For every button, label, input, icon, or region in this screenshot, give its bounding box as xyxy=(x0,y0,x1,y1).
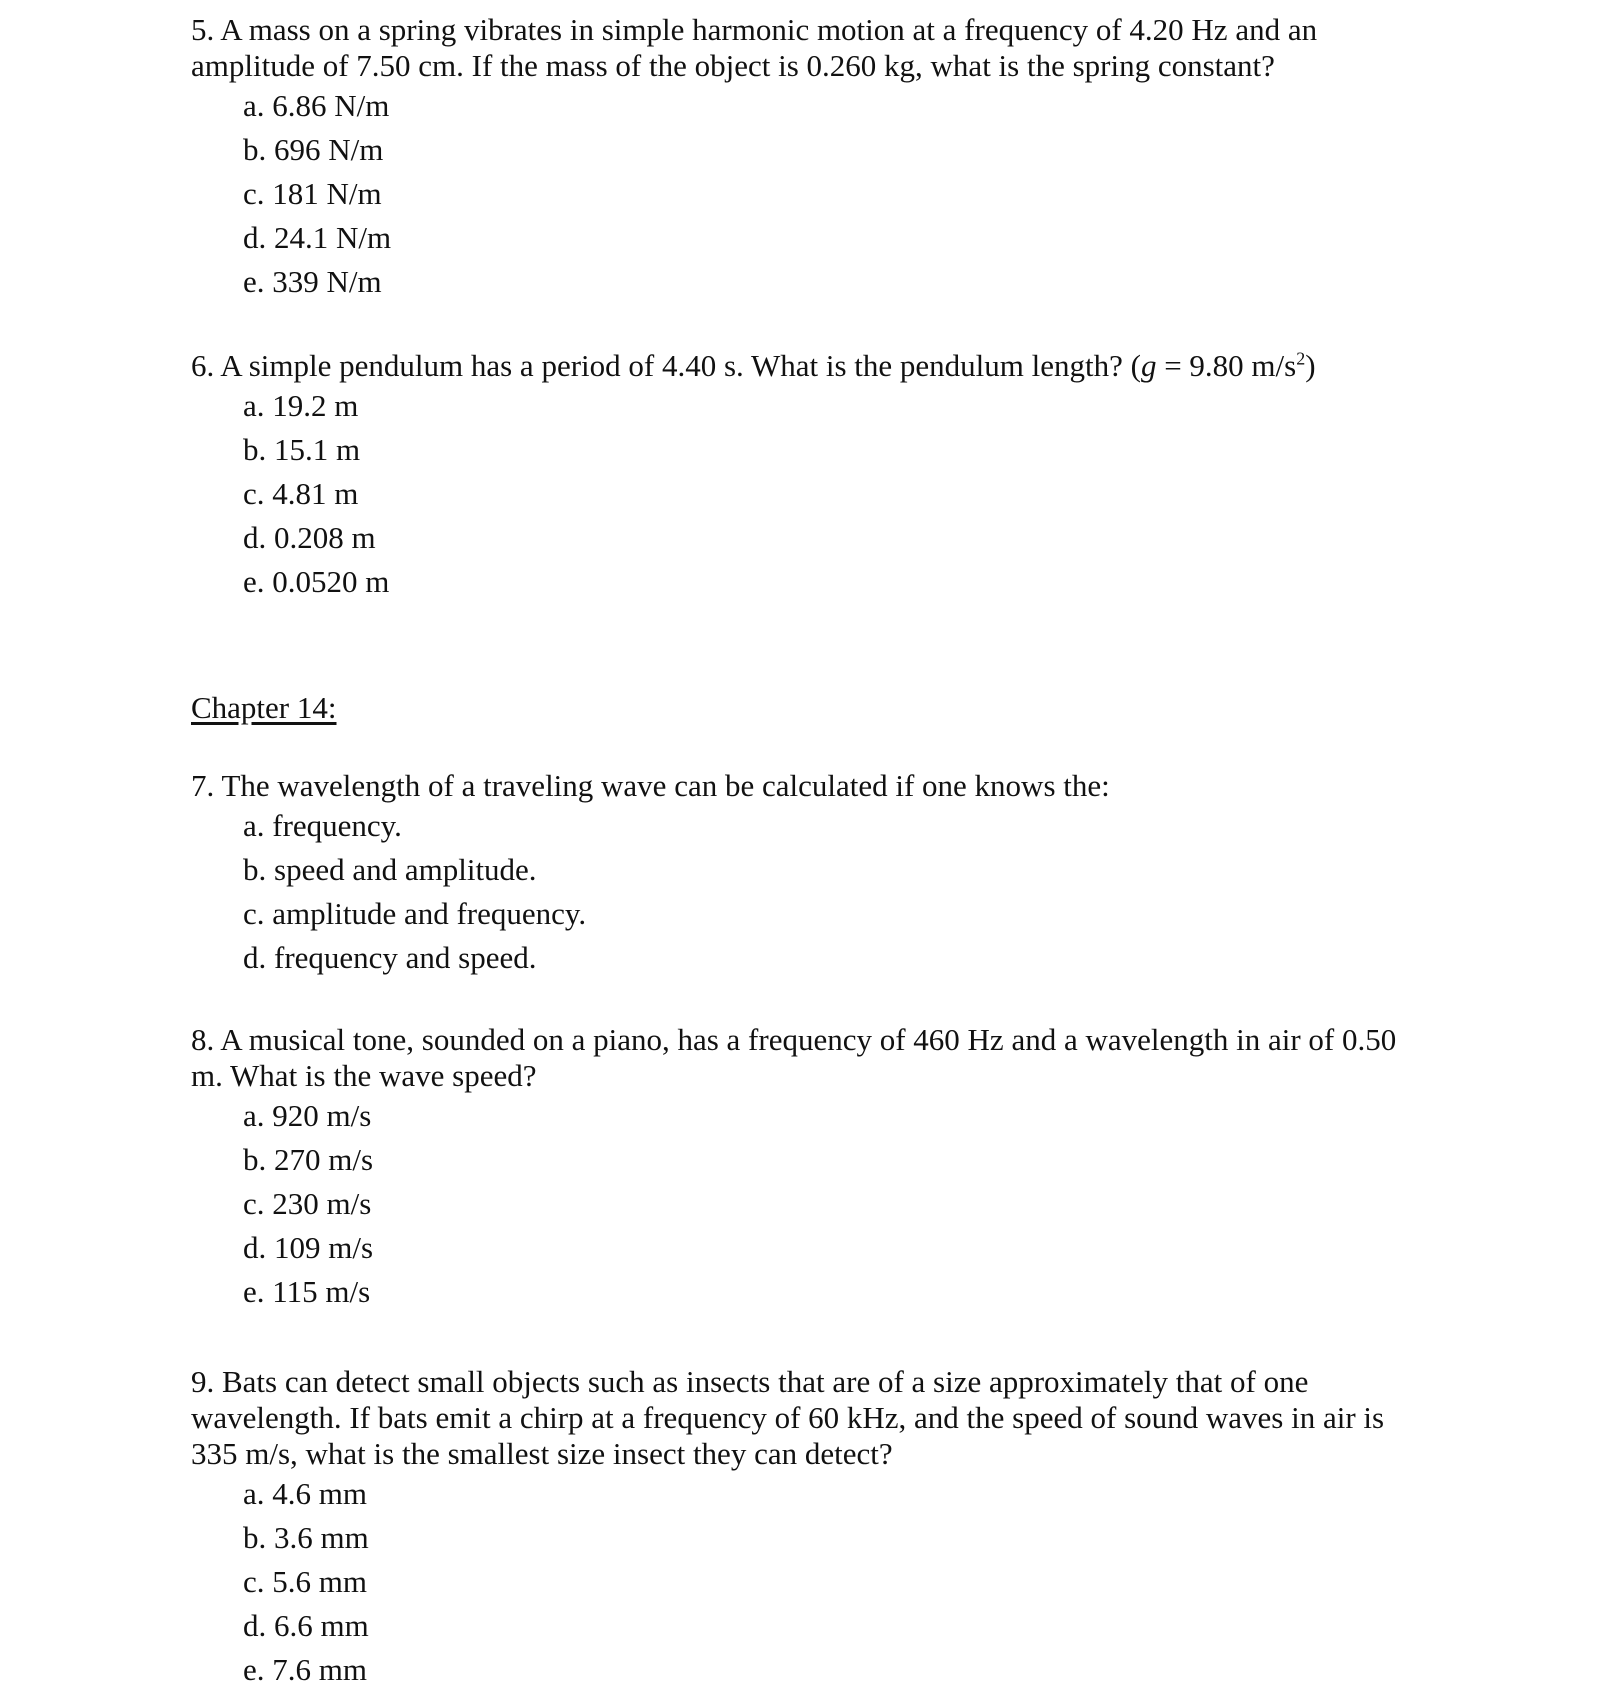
question-7-text: 7. The wavelength of a traveling wave can be calculated if one knows the: xyxy=(191,768,1110,803)
question-9-option-d: d. 6.6 mm xyxy=(243,1608,369,1643)
question-5-option-c: c. 181 N/m xyxy=(243,176,382,211)
document-page xyxy=(191,12,1431,1692)
question-6 xyxy=(191,348,1431,604)
question-6-option-a: a. 19.2 m xyxy=(243,388,359,423)
question-7-option-b: b. speed and amplitude. xyxy=(243,852,537,887)
chapter-heading: Chapter 14: xyxy=(191,690,337,725)
question-6-option-e: e. 0.0520 m xyxy=(243,564,390,599)
question-6-options xyxy=(191,384,1431,604)
question-6-text-middle: = 9.80 m/s xyxy=(1156,348,1297,383)
question-8 xyxy=(191,1022,1431,1314)
question-5-option-d: d. 24.1 N/m xyxy=(243,220,392,255)
question-6-option-b: b. 15.1 m xyxy=(243,432,361,467)
question-9 xyxy=(191,1364,1431,1692)
question-8-option-c: c. 230 m/s xyxy=(243,1186,372,1221)
question-6-gravity-var: g xyxy=(1140,348,1157,383)
question-8-option-a: a. 920 m/s xyxy=(243,1098,372,1133)
question-8-options xyxy=(191,1094,1431,1314)
question-9-option-c: c. 5.6 mm xyxy=(243,1564,367,1599)
question-7-option-a: a. frequency. xyxy=(243,808,402,843)
question-6-exponent: 2 xyxy=(1296,348,1306,369)
question-9-options xyxy=(191,1472,1431,1692)
question-6-text-before: 6. A simple pendulum has a period of 4.40 s. What is the pendulum length? ( xyxy=(191,348,1141,383)
question-5-option-b: b. 696 N/m xyxy=(243,132,384,167)
question-9-option-e: e. 7.6 mm xyxy=(243,1652,367,1687)
question-6-option-c: c. 4.81 m xyxy=(243,476,359,511)
question-5-text: 5. A mass on a spring vibrates in simple harmonic motion at a frequency of 4.20 Hz and an amplitude of 7.50 cm. If the mass of the object is 0.260 kg, what is the spring constant? xyxy=(191,12,1318,83)
question-5-options xyxy=(191,84,1431,304)
question-8-option-e: e. 115 m/s xyxy=(243,1274,371,1309)
question-8-option-b: b. 270 m/s xyxy=(243,1142,374,1177)
question-7-option-d: d. frequency and speed. xyxy=(243,940,537,975)
question-9-option-a: a. 4.6 mm xyxy=(243,1476,367,1511)
question-8-text: 8. A musical tone, sounded on a piano, has a frequency of 460 Hz and a wavelength in air of 0.50 m. What is the wave speed? xyxy=(191,1022,1397,1093)
question-9-text: 9. Bats can detect small objects such as insects that are of a size approximately that of one wavelength. If bats emit a chirp at a frequency of 60 kHz, and the speed of sound waves in air is 335 m/s, what is the smallest size insect they can detect? xyxy=(191,1364,1385,1471)
question-5-option-e: e. 339 N/m xyxy=(243,264,382,299)
question-7 xyxy=(191,768,1431,980)
question-6-text-after: ) xyxy=(1305,348,1316,383)
question-5 xyxy=(191,12,1431,304)
question-6-text xyxy=(191,348,1431,384)
question-8-option-d: d. 109 m/s xyxy=(243,1230,374,1265)
question-6-option-d: d. 0.208 m xyxy=(243,520,376,555)
question-9-option-b: b. 3.6 mm xyxy=(243,1520,369,1555)
question-7-option-c: c. amplitude and frequency. xyxy=(243,896,587,931)
question-7-options xyxy=(191,804,1431,980)
question-5-option-a: a. 6.86 N/m xyxy=(243,88,390,123)
